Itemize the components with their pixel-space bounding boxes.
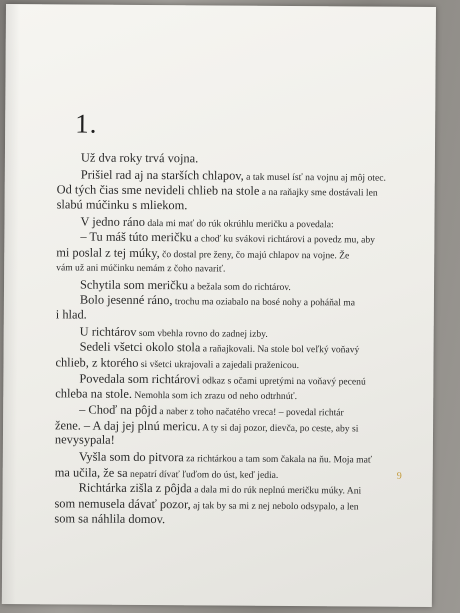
- text-line-part: Povedala som richtárovi: [79, 371, 200, 386]
- text-line: Už dva roky trvá vojna.: [80, 150, 199, 166]
- text-line-part: som vbehla rovno do zadnej izby.: [136, 327, 268, 340]
- text-line: vám už ani múčinku nemám z čoho navariť.: [56, 262, 226, 275]
- text-line-part: A ty si daj pozor, dievča, po ceste, aby si: [200, 422, 359, 435]
- text-line-part: a choď ku svákovi richtárovi a povedz mu, aby: [191, 233, 376, 247]
- text-line: i hlad.: [55, 307, 87, 322]
- text-line: slabú múčinku s mliekom.: [56, 197, 188, 213]
- text-line-part: Od tých čias sme nevideli chlieb na stole: [56, 182, 260, 199]
- text-line-part: Richtárka zišla z pôjda: [78, 480, 192, 496]
- text-line-part: Nemohla som ich zrazu od neho odtrhnúť.: [131, 390, 298, 403]
- page-number: 9: [396, 470, 402, 482]
- chapter-number: 1.: [75, 108, 98, 139]
- text-line-part: Prišiel rad aj na starších chlapov,: [80, 167, 244, 183]
- text-line-part: odkaz s očami upretými na voňavý pecenú: [199, 374, 366, 388]
- text-line-part: žene. – A daj jej plnú mericu.: [55, 418, 201, 434]
- text-line-part: a naber z toho načatého vreca! – povedal richtár: [157, 406, 344, 419]
- text-line-part: Schytila som meričku: [79, 277, 189, 292]
- text-line-part: čo dostal pre ženy, čo majú chlapov na vojne. Že: [159, 249, 350, 262]
- text-line-part: a tak musel ísť na vojnu aj môj otec.: [243, 171, 386, 184]
- book-page: [2, 4, 436, 607]
- text-line-part: U richtárov: [79, 324, 137, 339]
- text-line-part: Vyšla som do pitvora: [78, 449, 184, 465]
- text-line-part: za richtárkou a tam som čakala na ňu. Moja mať: [183, 453, 373, 466]
- page-fold-shadow: [2, 4, 20, 604]
- text-line-part: Bolo jesenné ráno,: [79, 292, 173, 308]
- text-line-part: a bežala som do richtárov.: [188, 280, 291, 293]
- text-line-part: V jedno ráno: [80, 214, 146, 229]
- text-line-part: ma učila, že sa: [54, 465, 128, 480]
- text-line-part: som nemusela dávať pozor,: [54, 496, 191, 512]
- text-line-part: a dala mi do rúk neplnú meričku múky. Ani: [191, 484, 362, 497]
- text-line-part: a raňajkovali. Na stole bol veľký voňavý: [200, 343, 360, 356]
- text-line-part: trochu ma oziabalo na bosé nohy a poháňal ma: [172, 296, 356, 309]
- text-line: som sa náhlila domov.: [54, 511, 166, 526]
- text-line-part: – Choď na pôjd: [79, 402, 158, 418]
- text-line: [55, 354, 400, 372]
- text-line-part: dala mi mať do rúk okrúhlu meričku a povedala:: [144, 217, 334, 231]
- body-text: [54, 150, 402, 529]
- text-line-part: Sedeli všetci okolo stola: [79, 339, 201, 355]
- text-line-part: – Tu máš túto meričku: [80, 229, 192, 245]
- text-line-part: chleba na stole.: [55, 386, 133, 402]
- text-line-part: mi poslal z tej múky,: [56, 245, 160, 261]
- text-line: [56, 292, 401, 310]
- text-line-part: si všetci ukrajovali a zajedali praženicou.: [138, 358, 300, 371]
- text-line-part: nepatrí dívať ľuďom do úst, keď jedia.: [127, 468, 279, 481]
- text-line-part: chlieb, z ktorého: [55, 355, 139, 370]
- text-line-part: a na raňajky sme dostávali len: [259, 187, 378, 199]
- text-line-part: aj tak by sa mi z nej nebolo odsypalo, a len: [190, 500, 359, 513]
- text-line: nevysypala!: [54, 432, 115, 448]
